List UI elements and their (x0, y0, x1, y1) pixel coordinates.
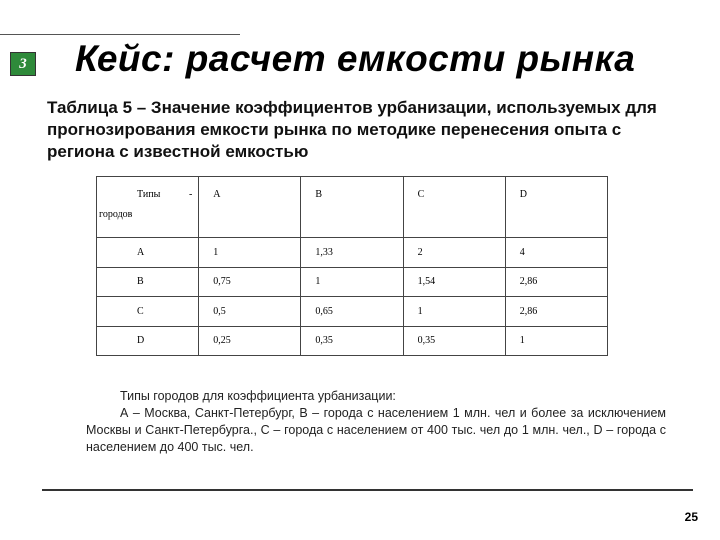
column-header: B (301, 177, 403, 238)
table-cell: 1 (301, 267, 403, 297)
top-rule (0, 34, 240, 35)
table-caption: Таблица 5 – Значение коэффициентов урбанизации, используемых для прогнозирования емкости рынка по методике перенесения опыта с региона с известной емкостью (47, 98, 657, 161)
table-cell: 0,35 (301, 326, 403, 356)
table-cell: 2,86 (505, 267, 607, 297)
header-corner-cell (97, 177, 199, 238)
table-cell: 1 (505, 326, 607, 356)
note-heading: Типы городов для коэффициента урбанизации: (120, 389, 396, 403)
table-cell: 1 (403, 297, 505, 327)
bottom-rule (42, 489, 693, 491)
urbanization-coefficient-table (96, 176, 608, 356)
table-cell: 2 (403, 238, 505, 268)
table-cell: 4 (505, 238, 607, 268)
page-number: 25 (684, 510, 698, 524)
table-cell: 2,86 (505, 297, 607, 327)
table-cell: 0,35 (403, 326, 505, 356)
table-cell: 1 (199, 238, 301, 268)
column-header: A (199, 177, 301, 238)
table-cell: 0,5 (199, 297, 301, 327)
table-cell: 1,33 (301, 238, 403, 268)
note-body (86, 405, 666, 456)
table-row (97, 326, 608, 356)
row-label: A (97, 238, 199, 268)
table-cell: 0,25 (199, 326, 301, 356)
table-row (97, 238, 608, 268)
row-label: C (97, 297, 199, 327)
table-row (97, 297, 608, 327)
note-body-text: А – Москва, Санкт-Петербург, В – города с населением 1 млн. чел и более за исключением Москвы и Санкт-Петербурга., С – города с населением от 400 тыс. чел до 1 млн. чел., D – города с населением до 400 тыс. чел. (86, 406, 666, 454)
column-header: D (505, 177, 607, 238)
table-row (97, 267, 608, 297)
slide-number-badge: 3 (10, 52, 36, 76)
header-corner-label-top: Типы (137, 189, 161, 200)
table-cell: 0,75 (199, 267, 301, 297)
row-label: D (97, 326, 199, 356)
slide-title: Кейс: расчет емкости рынка (75, 38, 636, 79)
column-header: C (403, 177, 505, 238)
table-header-row (97, 177, 608, 238)
row-label: B (97, 267, 199, 297)
table-cell: 1,54 (403, 267, 505, 297)
city-types-note (86, 388, 666, 456)
table-cell: 0,65 (301, 297, 403, 327)
header-corner-dash: - (189, 189, 193, 200)
header-corner-label-bottom: городов (99, 209, 133, 220)
